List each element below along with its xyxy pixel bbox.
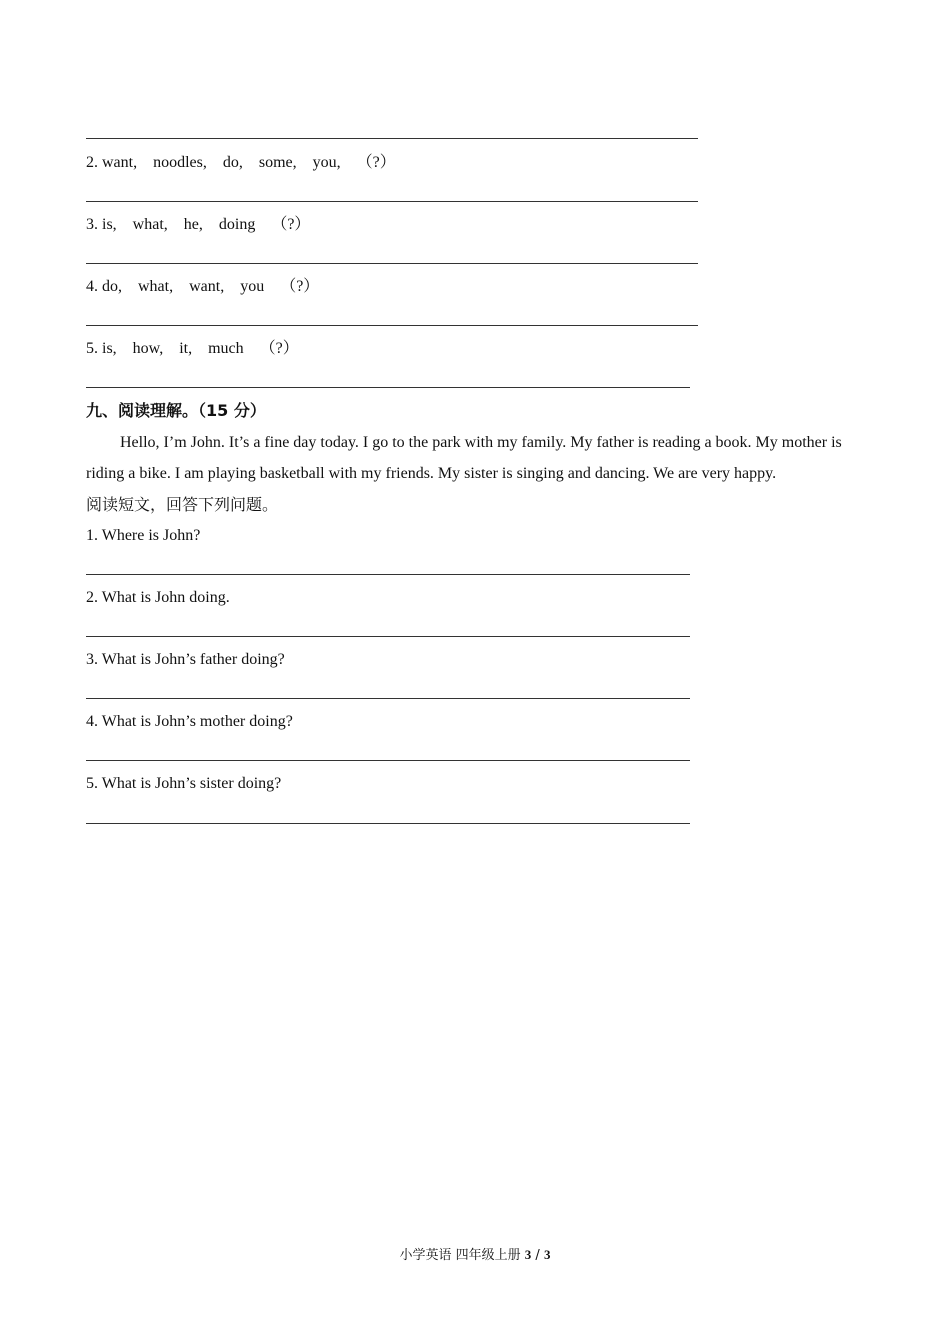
answer-line xyxy=(86,636,690,637)
reorder-item-4: 4. do, what, want, you （?） xyxy=(86,278,320,295)
question-3: 3. What is John’s father doing? xyxy=(86,651,285,668)
instruction-text: 阅读短文，回答下列问题。 xyxy=(86,495,279,514)
answer-line xyxy=(86,760,690,761)
reorder-item-5: 5. is, how, it, much （?） xyxy=(86,340,299,357)
reorder-item-3: 3. is, what, he, doing （?） xyxy=(86,216,311,233)
answer-line xyxy=(86,263,698,264)
question-2: 2. What is John doing. xyxy=(86,589,230,606)
question-1: 1. Where is John? xyxy=(86,527,201,544)
question-4: 4. What is John’s mother doing? xyxy=(86,713,293,730)
answer-line xyxy=(86,325,698,326)
footer-subject: 小学英语 四年级上册 xyxy=(399,1248,525,1263)
answer-line xyxy=(86,823,690,824)
page-number-current: 3 xyxy=(524,1247,532,1262)
page-number-separator: / xyxy=(531,1248,544,1263)
section-heading: 九、阅读理解。（15 分） xyxy=(86,401,266,420)
question-5: 5. What is John’s sister doing? xyxy=(86,775,282,792)
answer-line xyxy=(86,201,698,202)
reading-passage: Hello, I’m John. It’s a fine day today. I go to the park with my family. My father is reading a book. My mother is riding a bike. I am playing basketball with my friends. My sister is singing and dancing. We are very happy. xyxy=(86,434,842,482)
answer-line xyxy=(86,574,690,575)
page-number-total: 3 xyxy=(543,1247,551,1262)
page-footer xyxy=(0,1246,950,1265)
answer-line xyxy=(86,698,690,699)
answer-line xyxy=(86,387,690,388)
answer-line xyxy=(86,138,698,139)
reorder-item-2: 2. want, noodles, do, some, you, （?） xyxy=(86,154,396,171)
